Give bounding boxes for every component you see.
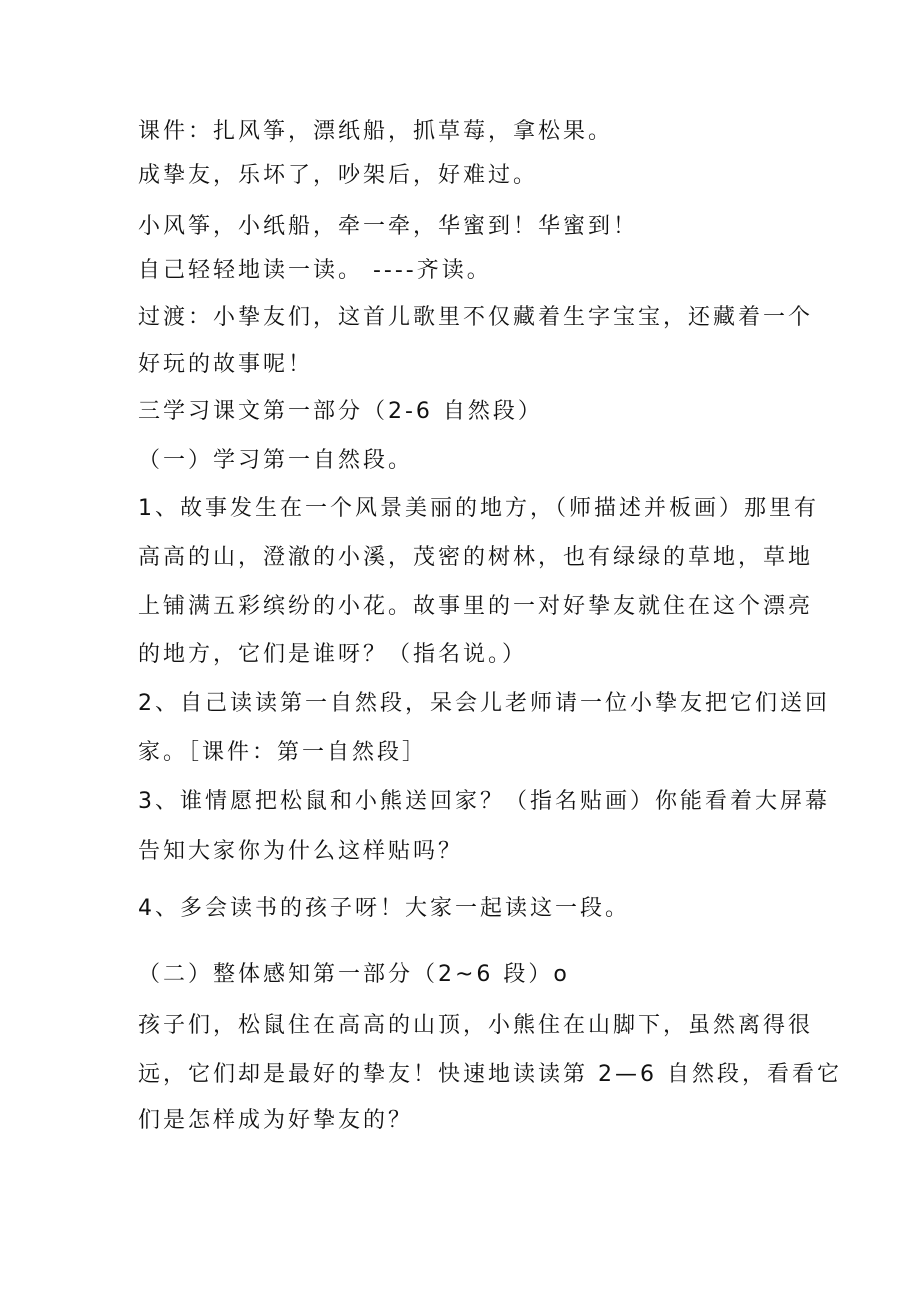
line-story: 好玩的故事呢！ [138, 352, 314, 377]
item-1-line-4: 的地方，它们是谁呀？（指名说。） [138, 642, 528, 667]
subsection-heading-one: （一）学习第一自然段。 [138, 448, 414, 473]
paragraph-line-3: 们是怎样成为好挚友的？ [138, 1108, 414, 1133]
line-friends: 成挚友，乐坏了，吵架后，好难过。 [138, 163, 539, 188]
section-heading-three: 三学习课文第一部分（2-6 自然段） [138, 399, 543, 424]
line-kite: 小风筝，小纸船，牵一牵，华蜜到！华蜜到！ [138, 214, 639, 239]
line-read-aloud: 自己轻轻地读一读。 ----齐读。 [138, 258, 492, 283]
item-1-line-1: 1、故事发生在一个风景美丽的地方，（师描述并板画）那里有 [138, 496, 819, 521]
line-courseware: 课件：扎风筝，漂纸船，抓草莓，拿松果。 [138, 119, 614, 144]
item-3-line-1: 3、谁情愿把松鼠和小熊送回家？（指名贴画）你能看着大屏幕 [138, 789, 830, 814]
line-transition: 过渡：小挚友们，这首儿歌里不仅藏着生字宝宝，还藏着一个 [138, 305, 814, 330]
item-1-line-2: 高高的山，澄澈的小溪，茂密的树林，也有绿绿的草地，草地 [138, 545, 814, 570]
paragraph-line-2: 远，它们却是最好的挚友！快速地读读第 2—6 自然段，看看它 [138, 1062, 842, 1087]
item-2-line-1: 2、自己读读第一自然段，呆会儿老师请一位小挚友把它们送回 [138, 691, 830, 716]
item-1-line-3: 上铺满五彩缤纷的小花。故事里的一对好挚友就住在这个漂亮 [138, 594, 814, 619]
subsection-heading-two: （二）整体感知第一部分（2~6 段）o [138, 962, 570, 987]
paragraph-line-1: 孩子们，松鼠住在高高的山顶，小熊住在山脚下，虽然离得很 [138, 1013, 814, 1038]
item-4-line-1: 4、多会读书的孩子呀！大家一起读这一段。 [138, 896, 630, 921]
item-3-line-2: 告知大家你为什么这样贴吗？ [138, 839, 464, 864]
item-2-line-2: 家。［课件：第一自然段］ [138, 740, 428, 765]
